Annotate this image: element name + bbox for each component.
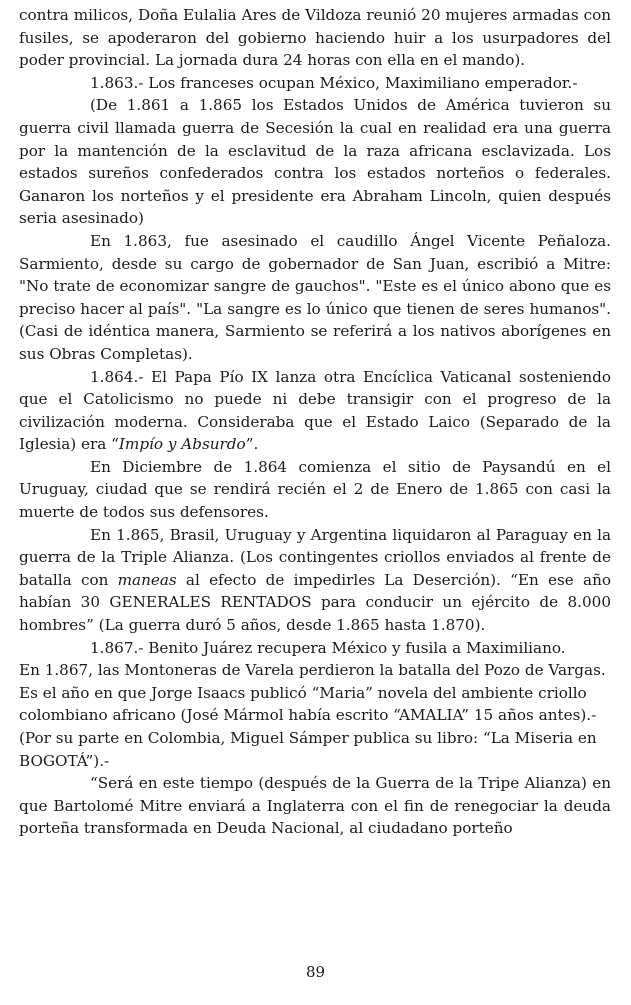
paragraph-text: 1.864.- El Papa Pío IX lanza otra Encíclica Vaticanal sosteniendo que el Catolicismo no puede ni debe transigir con el progreso de la civilización moderna. Consideraba que el Estado Laico (Separado de la Iglesia) era “ xyxy=(19,367,611,454)
document-page xyxy=(19,4,611,840)
paragraph xyxy=(19,94,611,230)
paragraph-text: (De 1.861 a 1.865 los Estados Unidos de América tuvieron su guerra civil llamada guerra de Secesión la cual en realidad era una guerra por la mantención de la esclavitud de la raza africana esclavizada. Los estados sureños confederados contra los estados norteños o federales. Ganaron los norteños y el presidente era Abraham Lincoln, quien después seria asesinado) xyxy=(19,96,611,228)
paragraph xyxy=(19,524,611,637)
paragraph xyxy=(19,637,611,660)
paragraph-text: 1.863.- Los franceses ocupan México, Maximiliano emperador.- xyxy=(90,73,578,92)
paragraph xyxy=(19,230,611,366)
paragraph xyxy=(19,72,611,95)
paragraph-text: En 1.863, fue asesinado el caudillo Ángel Vicente Peñaloza. Sarmiento, desde su cargo de gobernador de San Juan, escribió a Mitre: "No trate de economizar sangre de gauchos". "Este es el único abono que es preciso hacer al país". "La sangre es lo único que tienen de seres humanos". (Casi de idéntica manera, Sarmiento se referirá a los nativos aborígenes en sus Obras Completas). xyxy=(19,231,611,363)
paragraph-text: En 1.867, las Montoneras de Varela perdieron la batalla del Pozo de Vargas. Es el año en que Jorge Isaacs publicó “Maria” novela del ambiente criollo colombiano africano (José Mármol había escrito “AMALIA” 15 años antes).- (Por su parte en Colombia, Miguel Sámper publica su libro: “La Miseria en BOGOTÁ”).- xyxy=(19,661,606,770)
paragraph xyxy=(19,659,611,772)
paragraph-text: 1.867.- Benito Juárez recupera México y fusila a Maximiliano. xyxy=(90,638,566,657)
italic-text: maneas xyxy=(117,570,177,589)
page-number: 89 xyxy=(305,963,326,981)
paragraph-text: En 1.865, Brasil, Uruguay y Argentina liquidaron al Paraguay en la guerra de la Triple Alianza. (Los contingentes criollos enviados al frente de batalla con xyxy=(19,525,611,589)
paragraph-text: “Será en este tiempo (después de la Guerra de la Tripe Alianza) en que Bartolomé Mitre enviará a Inglaterra con el fin de renegociar la deuda porteña transformada en Deuda Nacional, al ciudadano porteño xyxy=(19,774,611,838)
paragraph xyxy=(19,456,611,524)
paragraph xyxy=(19,772,611,840)
paragraph-text: En Diciembre de 1.864 comienza el sitio de Paysandú en el Uruguay, ciudad que se rendirá recién el 2 de Enero de 1.865 con casi la muerte de todos sus defensores. xyxy=(19,457,611,522)
paragraph-text: al efecto de impedirles La Deserción). “En ese año habían 30 GENERALES RENTADOS para conducir un ejército de 8.000 hombres” (La guerra duró 5 años, desde 1.865 hasta 1.870). xyxy=(19,570,611,635)
paragraph xyxy=(19,366,611,456)
italic-text: Impío y Absurdo xyxy=(118,435,246,454)
paragraph-text: ”. xyxy=(245,435,259,454)
paragraph xyxy=(19,4,611,72)
paragraph-text: contra milicos, Doña Eulalia Ares de Vildoza reunió 20 mujeres armadas con fusiles, se apoderaron del gobierno haciendo huir a los usurpadores del poder provincial. La jornada dura 24 horas con ella en el mando). xyxy=(19,6,611,70)
